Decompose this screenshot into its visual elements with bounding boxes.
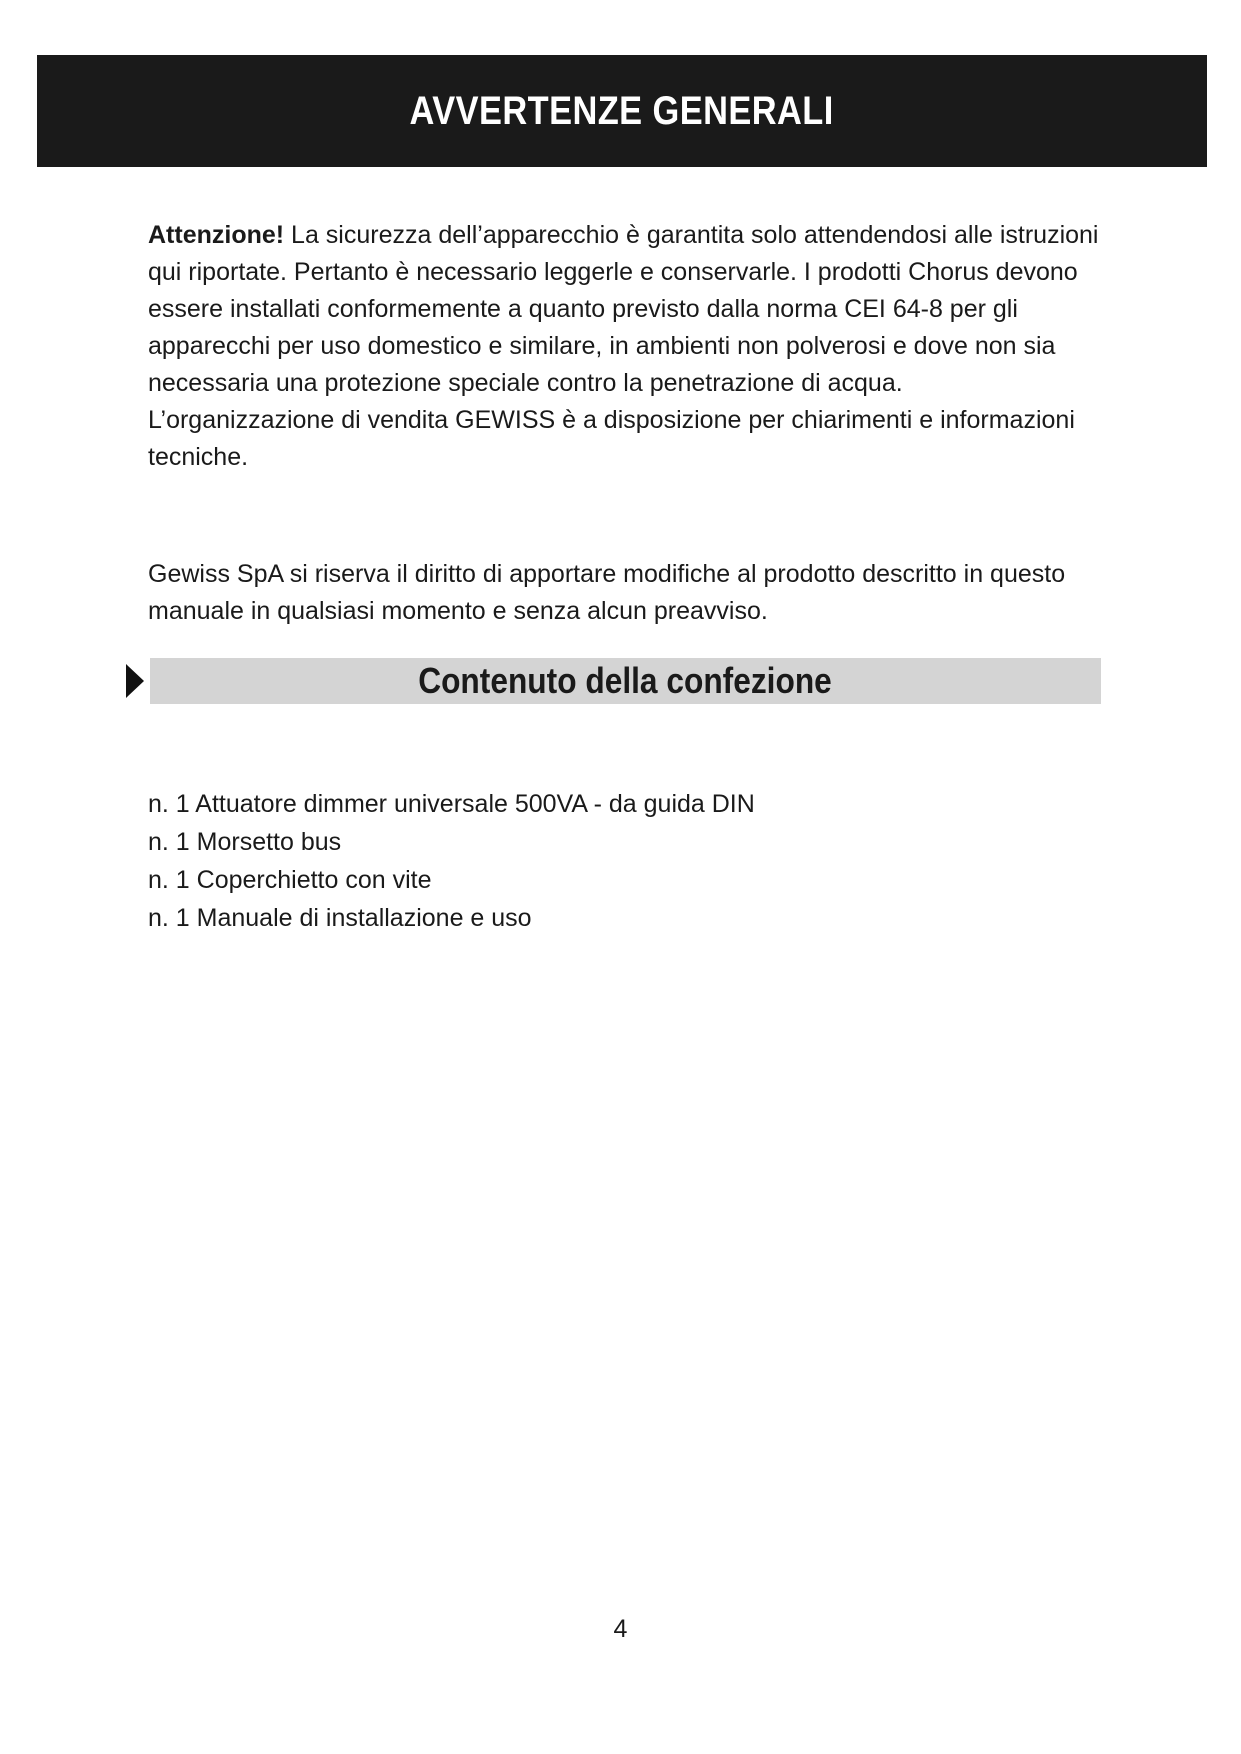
section-heading [126, 657, 1101, 705]
list-item: n. 1 Attuatore dimmer universale 500VA - da guida DIN [148, 790, 755, 818]
warning-body: La sicurezza dell’apparecchio è garantita solo attendendosi alle istruzioni qui riportate. Pertanto è necessario leggerle e conservarle. I prodotti Chorus devono essere installati conformemente a quanto previsto dalla norma CEI 64-8 per gli apparecchi per uso domestico e similare, in ambienti non polverosi e dove non sia necessaria una protezione speciale contro la penetrazione di acqua. [148, 221, 1099, 397]
page-number: 4 [613, 1615, 628, 1643]
section-heading-title: Contenuto della confezione [418, 660, 833, 701]
list-item: n. 1 Coperchietto con vite [148, 866, 432, 894]
warning-text [148, 217, 1123, 402]
list-item: n. 1 Morsetto bus [148, 828, 342, 856]
disclaimer-paragraph [148, 556, 1123, 630]
page-title: AVVERTENZE GENERALI [409, 88, 835, 133]
warning-label: Attenzione! [148, 221, 285, 249]
triangle-bullet-icon [126, 664, 144, 698]
warning-paragraph [148, 217, 1123, 476]
contact-text: L’organizzazione di vendita GEWISS è a disposizione per chiarimenti e informazioni tecniche. [148, 406, 1075, 471]
page-header [37, 55, 1207, 167]
disclaimer-text: Gewiss SpA si riserva il diritto di apportare modifiche al prodotto descritto in questo manuale in qualsiasi momento e senza alcun preavviso. [148, 560, 1066, 625]
list-item: n. 1 Manuale di installazione e uso [148, 904, 532, 932]
section-heading-bar [150, 658, 1101, 704]
contents-list [148, 785, 755, 937]
